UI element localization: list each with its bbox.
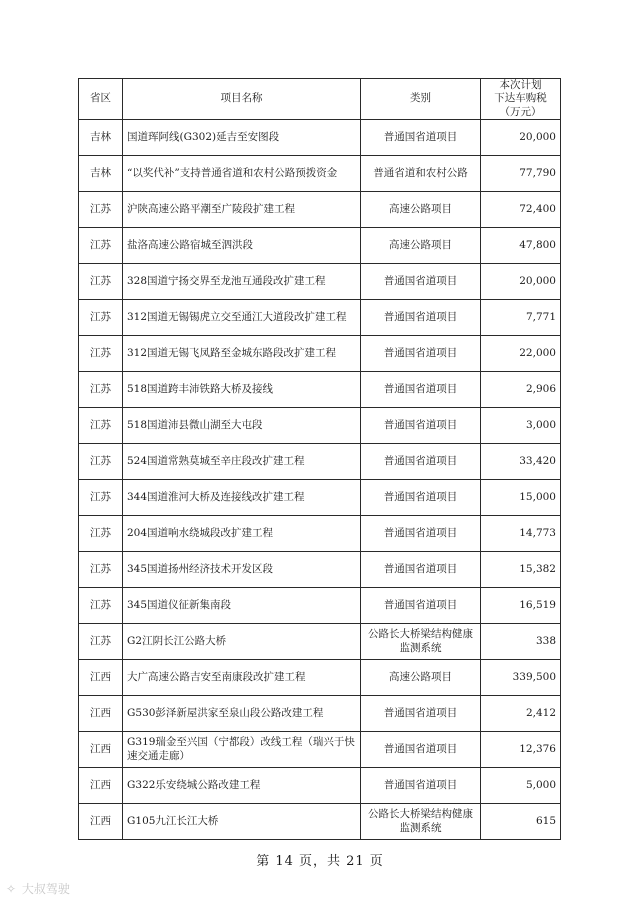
- cell-province: 江苏: [79, 300, 123, 336]
- cell-project-name: G2江阴长江公路大桥: [123, 624, 361, 660]
- watermark: [6, 880, 70, 897]
- table-row: [79, 804, 561, 840]
- header-amount-line3: （万元）: [499, 105, 542, 118]
- cell-amount: 72,400: [481, 192, 561, 228]
- table-row: [79, 624, 561, 660]
- table-row: [79, 732, 561, 768]
- table-row: [79, 300, 561, 336]
- cell-category: 普通国省道项目: [361, 444, 481, 480]
- table-row: [79, 552, 561, 588]
- weibo-icon: ✧: [6, 882, 17, 896]
- table-row: [79, 588, 561, 624]
- cell-amount: 20,000: [481, 120, 561, 156]
- cell-province: 吉林: [79, 120, 123, 156]
- cell-province: 江苏: [79, 516, 123, 552]
- cell-province: 江西: [79, 660, 123, 696]
- cell-province: 江西: [79, 732, 123, 768]
- cell-amount: 47,800: [481, 228, 561, 264]
- cell-project-name: G319瑞金至兴国（宁都段）改线工程（瑞兴于快速交通走廊）: [123, 732, 361, 768]
- cell-project-name: 518国道跨丰沛铁路大桥及接线: [123, 372, 361, 408]
- cell-category: 普通国省道项目: [361, 516, 481, 552]
- cell-project-name: 328国道宁扬交界至龙池互通段改扩建工程: [123, 264, 361, 300]
- cell-province: 江苏: [79, 408, 123, 444]
- cell-amount: 15,000: [481, 480, 561, 516]
- table-row: [79, 264, 561, 300]
- cell-project-name: 344国道淮河大桥及连接线改扩建工程: [123, 480, 361, 516]
- cell-category: 普通国省道项目: [361, 768, 481, 804]
- cell-amount: 16,519: [481, 588, 561, 624]
- cell-amount: 15,382: [481, 552, 561, 588]
- cell-category: 普通省道和农村公路: [361, 156, 481, 192]
- cell-province: 江西: [79, 696, 123, 732]
- cell-project-name: G530彭泽新屋洪家至泉山段公路改建工程: [123, 696, 361, 732]
- table-row: [79, 480, 561, 516]
- cell-project-name: 204国道响水绕城段改扩建工程: [123, 516, 361, 552]
- cell-province: 吉林: [79, 156, 123, 192]
- table-row: [79, 660, 561, 696]
- header-amount-line1: 本次计划: [499, 79, 542, 92]
- cell-province: 江苏: [79, 264, 123, 300]
- cell-amount: 5,000: [481, 768, 561, 804]
- cell-category: 普通国省道项目: [361, 264, 481, 300]
- cell-amount: 12,376: [481, 732, 561, 768]
- cell-project-name: 345国道扬州经济技术开发区段: [123, 552, 361, 588]
- table-row: [79, 372, 561, 408]
- table-row: [79, 228, 561, 264]
- table-row: [79, 444, 561, 480]
- cell-province: 江苏: [79, 588, 123, 624]
- cell-category: 普通国省道项目: [361, 372, 481, 408]
- table-row: [79, 120, 561, 156]
- cell-category: 公路长大桥梁结构健康监测系统: [361, 804, 481, 840]
- table-row: [79, 336, 561, 372]
- table-row: [79, 408, 561, 444]
- cell-amount: 33,420: [481, 444, 561, 480]
- cell-province: 江苏: [79, 228, 123, 264]
- cell-amount: 339,500: [481, 660, 561, 696]
- cell-category: 普通国省道项目: [361, 408, 481, 444]
- cell-province: 江西: [79, 768, 123, 804]
- cell-category: 普通国省道项目: [361, 120, 481, 156]
- cell-category: 普通国省道项目: [361, 732, 481, 768]
- cell-amount: 338: [481, 624, 561, 660]
- cell-project-name: 沪陕高速公路平潮至广陵段扩建工程: [123, 192, 361, 228]
- cell-amount: 2,412: [481, 696, 561, 732]
- cell-project-name: 345国道仪征新集南段: [123, 588, 361, 624]
- cell-project-name: 国道珲阿线(G302)延吉至安图段: [123, 120, 361, 156]
- cell-project-name: G105九江长江大桥: [123, 804, 361, 840]
- cell-amount: 77,790: [481, 156, 561, 192]
- cell-province: 江苏: [79, 336, 123, 372]
- cell-category: 普通国省道项目: [361, 336, 481, 372]
- header-category: 类别: [361, 79, 481, 120]
- table-row: [79, 696, 561, 732]
- cell-category: 普通国省道项目: [361, 588, 481, 624]
- table-row: [79, 156, 561, 192]
- cell-province: 江苏: [79, 444, 123, 480]
- table-row: [79, 768, 561, 804]
- cell-project-name: 524国道常熟莫城至辛庄段改扩建工程: [123, 444, 361, 480]
- cell-amount: 22,000: [481, 336, 561, 372]
- header-amount-line2: 下达车购税: [494, 92, 547, 105]
- cell-project-name: 大广高速公路吉安至南康段改扩建工程: [123, 660, 361, 696]
- header-project-name: 项目名称: [123, 79, 361, 120]
- table-body: [79, 120, 561, 840]
- cell-project-name: “以奖代补”支持普通省道和农村公路预拨资金: [123, 156, 361, 192]
- cell-amount: 615: [481, 804, 561, 840]
- table-row: [79, 516, 561, 552]
- cell-province: 江苏: [79, 192, 123, 228]
- page-number: 第 14 页，共 21 页: [256, 854, 384, 869]
- table-header-row: [79, 79, 561, 120]
- cell-category: 高速公路项目: [361, 228, 481, 264]
- cell-amount: 2,906: [481, 372, 561, 408]
- header-province: 省区: [79, 79, 123, 120]
- cell-project-name: G322乐安绕城公路改建工程: [123, 768, 361, 804]
- cell-project-name: 312国道无锡飞凤路至金城东路段改扩建工程: [123, 336, 361, 372]
- cell-project-name: 518国道沛县微山湖至大屯段: [123, 408, 361, 444]
- cell-province: 江苏: [79, 624, 123, 660]
- cell-category: 普通国省道项目: [361, 480, 481, 516]
- table-row: [79, 192, 561, 228]
- cell-category: 普通国省道项目: [361, 552, 481, 588]
- header-amount: [481, 79, 561, 120]
- cell-category: 公路长大桥梁结构健康监测系统: [361, 624, 481, 660]
- cell-category: 高速公路项目: [361, 660, 481, 696]
- cell-category: 高速公路项目: [361, 192, 481, 228]
- cell-province: 江苏: [79, 552, 123, 588]
- cell-amount: 14,773: [481, 516, 561, 552]
- cell-project-name: 盐洛高速公路宿城至泗洪段: [123, 228, 361, 264]
- cell-category: 普通国省道项目: [361, 300, 481, 336]
- cell-province: 江西: [79, 804, 123, 840]
- cell-amount: 7,771: [481, 300, 561, 336]
- project-table: [78, 78, 561, 840]
- cell-province: 江苏: [79, 480, 123, 516]
- cell-amount: 20,000: [481, 264, 561, 300]
- cell-project-name: 312国道无锡锡虎立交至通江大道段改扩建工程: [123, 300, 361, 336]
- cell-category: 普通国省道项目: [361, 696, 481, 732]
- cell-amount: 3,000: [481, 408, 561, 444]
- watermark-text: 大叔驾驶: [21, 882, 70, 896]
- cell-province: 江苏: [79, 372, 123, 408]
